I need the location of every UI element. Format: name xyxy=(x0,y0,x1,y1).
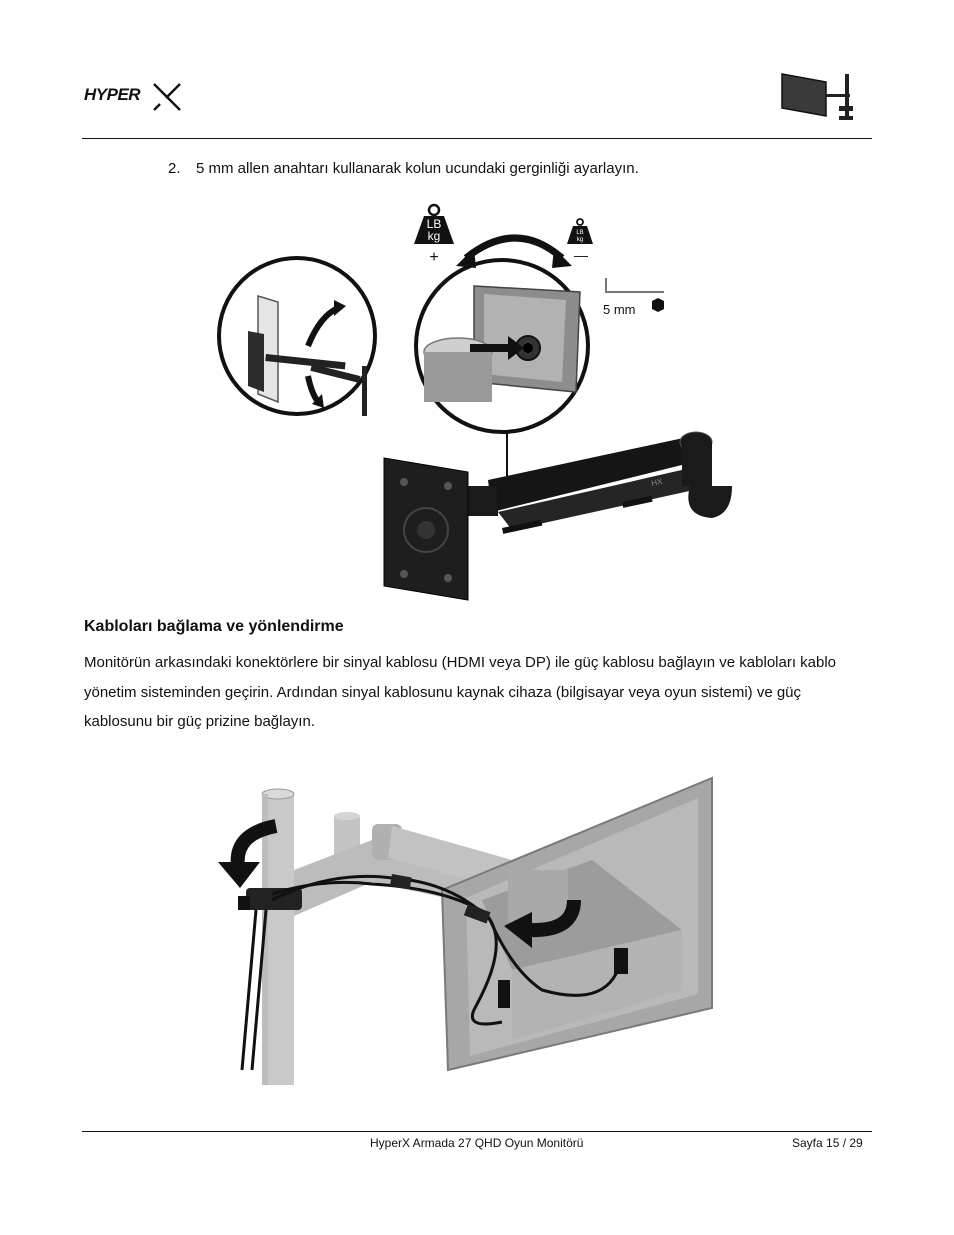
cable-routing-figure xyxy=(212,770,732,1085)
section-paragraph: Monitörün arkasındaki konektörlere bir sinyal kablosu (HDMI veya DP) ile güç kablosu bağlayın ve kabloları kablo yönetim sisteminden geçirin. Ardından sinyal kablosunu kaynak cihaza (bilgisayar veya oyun sistemi) ve güç kablosunu bir güç prizine bağlayın. xyxy=(84,654,837,730)
weight-heavy-icon xyxy=(414,205,454,266)
header-rule xyxy=(82,138,872,139)
footer-page-number: Sayfa 15 / 29 xyxy=(792,1136,863,1150)
tension-adjust-illustration xyxy=(212,196,742,606)
footer-document-title: HyperX Armada 27 QHD Oyun Monitörü xyxy=(370,1136,584,1150)
section-heading: Kabloları bağlama ve yönlendirme xyxy=(84,618,344,635)
weight-plus-sign: + xyxy=(429,249,439,266)
weight-heavy-lb: LB xyxy=(426,217,442,231)
allen-key-size-label: 5 mm xyxy=(603,302,636,317)
footer-rule xyxy=(82,1131,872,1132)
step-item xyxy=(168,160,639,177)
weight-minus-sign: — xyxy=(574,247,588,263)
tension-adjust-figure xyxy=(212,196,742,606)
svg-text:HX: HX xyxy=(650,476,664,488)
step-number: 2. xyxy=(168,160,181,177)
weight-light-lb: LB xyxy=(576,230,584,236)
monitor-arm-icon xyxy=(778,70,858,124)
svg-text:HYPER: HYPER xyxy=(84,85,141,104)
weight-heavy-kg: kg xyxy=(427,229,441,243)
weight-light-icon xyxy=(567,219,593,263)
step-text: 5 mm allen anahtarı kullanarak kolun ucundaki gerginliği ayarlayın. xyxy=(196,160,639,177)
cable-routing-illustration xyxy=(212,770,732,1085)
weight-light-kg: kg xyxy=(576,237,584,243)
hyperx-logo xyxy=(84,78,184,114)
allen-key-icon xyxy=(603,278,664,317)
